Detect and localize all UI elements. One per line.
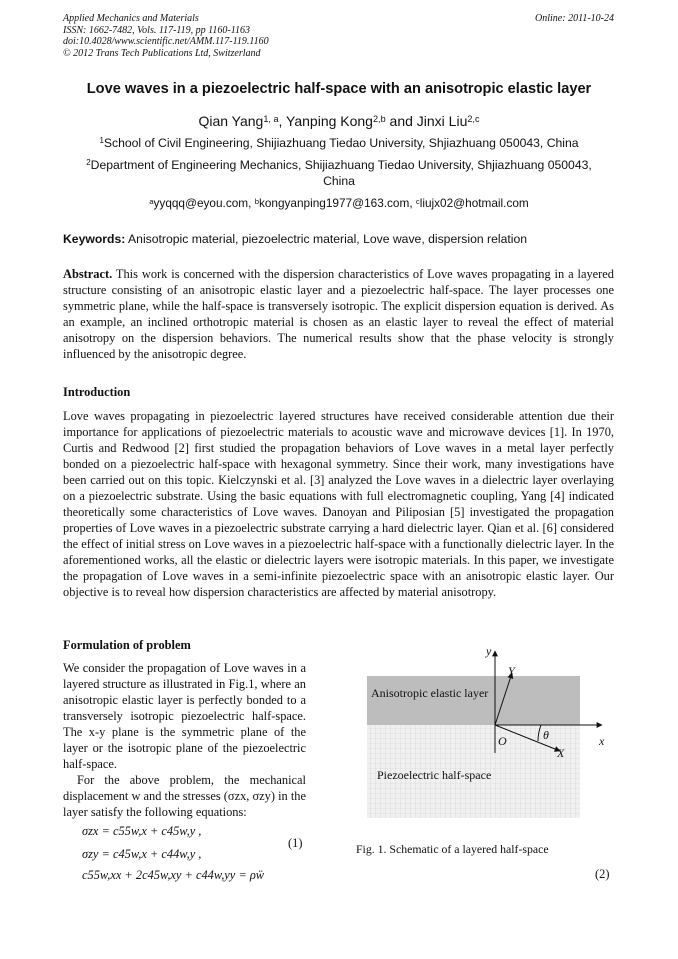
y-axis-label: y — [486, 644, 492, 658]
affiliation-1 — [70, 136, 608, 152]
angle-label: θ — [543, 728, 549, 742]
x-axis-label: x — [599, 734, 605, 748]
email-address: liujx02@hotmail.com — [419, 196, 529, 210]
affiliation-superscript: 1 — [99, 136, 104, 146]
copyright-line: © 2012 Trans Tech Publications Ltd, Switzerland — [63, 47, 261, 59]
author-separator: , — [278, 113, 287, 129]
equation-2: c55w,xx + 2c45w,xy + c44w,yy = ρẅ — [82, 868, 265, 882]
abstract-label: Abstract. — [63, 267, 113, 281]
elastic-layer — [367, 676, 580, 725]
author-superscript: 1, a — [263, 113, 279, 124]
half-space-label: Piezoelectric half-space — [377, 768, 492, 782]
email-address: kongyanping1977@163.com, — [258, 196, 413, 210]
affiliation-text: School of Civil Engineering, Shijiazhuang Tiedao University, Shjiazhuang 050043, China — [103, 136, 579, 150]
email-superscript: a — [149, 196, 154, 206]
paper-title: Love waves in a piezoelectric half-space with an anisotropic elastic layer — [86, 81, 592, 97]
figure-caption: Fig. 1. Schematic of a layered half-space — [356, 842, 549, 856]
equation-2-number: (2) — [595, 867, 610, 881]
keywords-text: Anisotropic material, piezoelectric material, Love wave, dispersion relation — [128, 232, 528, 246]
formulation-text: We consider the propagation of Love waves in a layered structure as illustrated in Fig.1, where an anisotropic elastic layer is perfectly bonded to a transversely isotropic piezoelectric half-space. The x-y plane is the symmetric plane of the layer or the isotropic plane of the piezoelectric half-space. — [63, 661, 306, 771]
email-superscript: c — [415, 196, 420, 206]
journal-header — [63, 13, 269, 59]
Y-axis-label: Y — [508, 664, 515, 678]
author-superscript: 2,b — [372, 113, 386, 124]
equation-1-number: (1) — [288, 836, 303, 850]
equation-1a: σzx = c55w,x + c45w,y , — [82, 824, 202, 838]
introduction-text: Love waves propagating in piezoelectric layered structures have received considerable attention due their importance for applications of piezoelectric materials to acoustic wave and microwave devices [1]. In 1970, Curtis and Redwood [2] first studied the propagation behaviors of Love waves in a metal layer perfectly bonded on a piezoelectric half-space with hexagonal symmetry. Since their work, many investigations have been carried out on this topic. Kielczynski et al. [3] analyzed the Love waves in a dielectric layer overlaying on a piezoelectric substrate. Using the basic equations with full electromagnetic coupling, Yang [4] indicated theoretically some characteristics of Love waves. Danoyan and Piliposian [5] investigated the propagation properties of Love waves in a piezoelectric substrate carrying a hard dielectric layer. Qian et al. [6] considered the effect of initial stress on Love waves in a piezoelectric half-space with a functionally dielectric layer. In the aforementioned works, all the elastic or dielectric layers were isotropic materials. In this paper, we investigate the propagation of Love waves in a semi-infinite piezoelectric space with an anisotropic elastic layer. Our objective is to reveal how dispersion characteristics are affected by material anisotropy. — [63, 409, 614, 599]
abstract-text: This work is concerned with the dispersion characteristics of Love waves propagating in a layered structure consisting of an anisotropic elastic layer and a piezoelectric half-space. The layer processes one symmetric plane, while the half-space is transversely isotropic. The explicit dispersion equation is derived. As an example, an inclined orthotropic material is chosen as an elastic layer to reveal the effect of material anisotropy on the dispersion behaviors. The numerical results show that the phase velocity is strongly influenced by the anisotropic degree. — [63, 267, 615, 361]
keywords — [63, 232, 623, 246]
layer-label: Anisotropic elastic layer — [371, 686, 489, 700]
author-superscript: 2,c — [467, 113, 480, 124]
layered-half-space-figure — [355, 643, 615, 828]
author-name: Yanping Kong — [286, 113, 373, 129]
X-axis-label: X — [557, 746, 565, 760]
issn-line: ISSN: 1662-7482, Vols. 117-119, pp 1160-1163 — [63, 24, 251, 36]
formulation-paragraph-1 — [63, 660, 306, 820]
journal-name: Applied Mechanics and Materials — [63, 13, 199, 24]
formulation-paragraph-2: For the above problem, the mechanical displacement w and the stresses (σzx, σzy) in the layer satisfy the following equations: — [63, 773, 306, 819]
affiliation-superscript: 2 — [86, 158, 91, 168]
online-date: Online: 2011-10-24 — [535, 13, 614, 24]
affiliation-text: Department of Engineering Mechanics, Shijiazhuang Tiedao University, Shjiazhuang 050043, China — [90, 158, 592, 188]
equation-1b: σzy = c45w,x + c44w,y , — [82, 847, 202, 861]
origin-label: O — [498, 734, 507, 748]
keywords-label: Keywords: — [63, 232, 126, 246]
abstract — [63, 266, 614, 362]
email-address: yyqqq@eyou.com, — [153, 196, 252, 210]
email-superscript: b — [254, 196, 259, 206]
email-list — [40, 196, 638, 210]
author-separator: and — [385, 113, 417, 129]
author-list — [40, 113, 638, 129]
formulation-heading: Formulation of problem — [63, 638, 191, 652]
affiliation-2 — [70, 158, 608, 189]
author-name: Jinxi Liu — [416, 113, 468, 129]
author-name: Qian Yang — [198, 113, 264, 129]
introduction-heading: Introduction — [63, 385, 131, 399]
doi-line: doi:10.4028/www.scientific.net/AMM.117-119.1160 — [63, 36, 269, 47]
